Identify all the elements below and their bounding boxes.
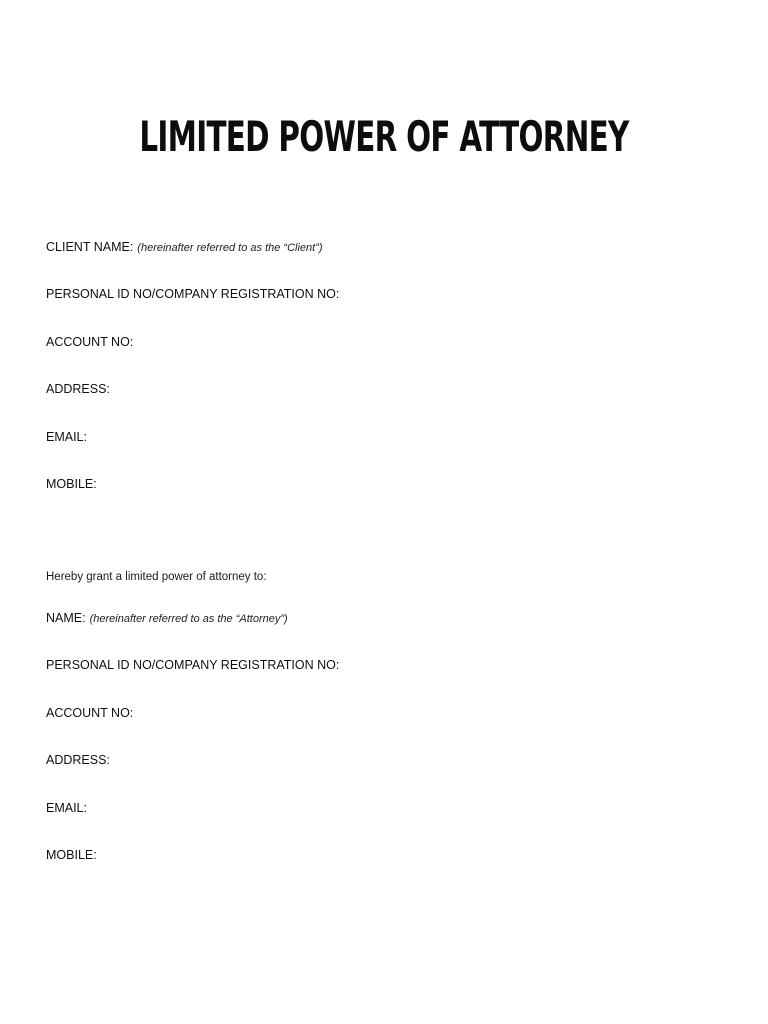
attorney-account-label: ACCOUNT NO:	[46, 705, 134, 720]
document-title: LIMITED POWER OF ATTORNEY	[139, 112, 629, 161]
attorney-email-field	[46, 800, 722, 847]
client-address-label: ADDRESS:	[46, 382, 110, 397]
attorney-section	[46, 610, 722, 894]
attorney-name-field	[46, 610, 722, 657]
attorney-mobile-field	[46, 847, 722, 894]
field-label	[46, 334, 722, 350]
field-label	[46, 752, 722, 768]
client-id-field	[46, 286, 722, 333]
client-name-label: CLIENT NAME:	[46, 240, 134, 254]
attorney-name-label: NAME:	[46, 611, 86, 625]
client-section	[46, 239, 722, 523]
attorney-account-field	[46, 705, 722, 752]
field-label	[46, 705, 722, 721]
attorney-email-label: EMAIL:	[46, 800, 87, 815]
client-account-field	[46, 334, 722, 381]
client-name-field	[46, 239, 722, 286]
field-label	[46, 657, 722, 673]
client-id-label: PERSONAL ID NO/COMPANY REGISTRATION NO:	[46, 287, 340, 302]
attorney-address-label: ADDRESS:	[46, 753, 110, 768]
client-email-field	[46, 429, 722, 476]
client-mobile-label: MOBILE:	[46, 476, 97, 491]
field-label	[46, 381, 722, 397]
field-label	[46, 847, 722, 863]
client-mobile-field	[46, 476, 722, 523]
client-email-label: EMAIL:	[46, 429, 87, 444]
field-label	[46, 239, 722, 255]
field-label	[46, 610, 722, 626]
attorney-name-note: (hereinafter referred to as the “Attorney”)	[89, 613, 288, 625]
client-address-field	[46, 381, 722, 428]
attorney-id-label: PERSONAL ID NO/COMPANY REGISTRATION NO:	[46, 658, 340, 673]
field-label	[46, 476, 722, 492]
attorney-mobile-label: MOBILE:	[46, 847, 97, 862]
field-label	[46, 800, 722, 816]
field-label	[46, 429, 722, 445]
grant-statement: Hereby grant a limited power of attorney to:	[46, 571, 267, 583]
attorney-address-field	[46, 752, 722, 799]
field-label	[46, 286, 722, 302]
attorney-id-field	[46, 657, 722, 704]
client-name-note: (hereinafter referred to as the “Client”)	[137, 242, 323, 254]
client-account-label: ACCOUNT NO:	[46, 334, 134, 349]
